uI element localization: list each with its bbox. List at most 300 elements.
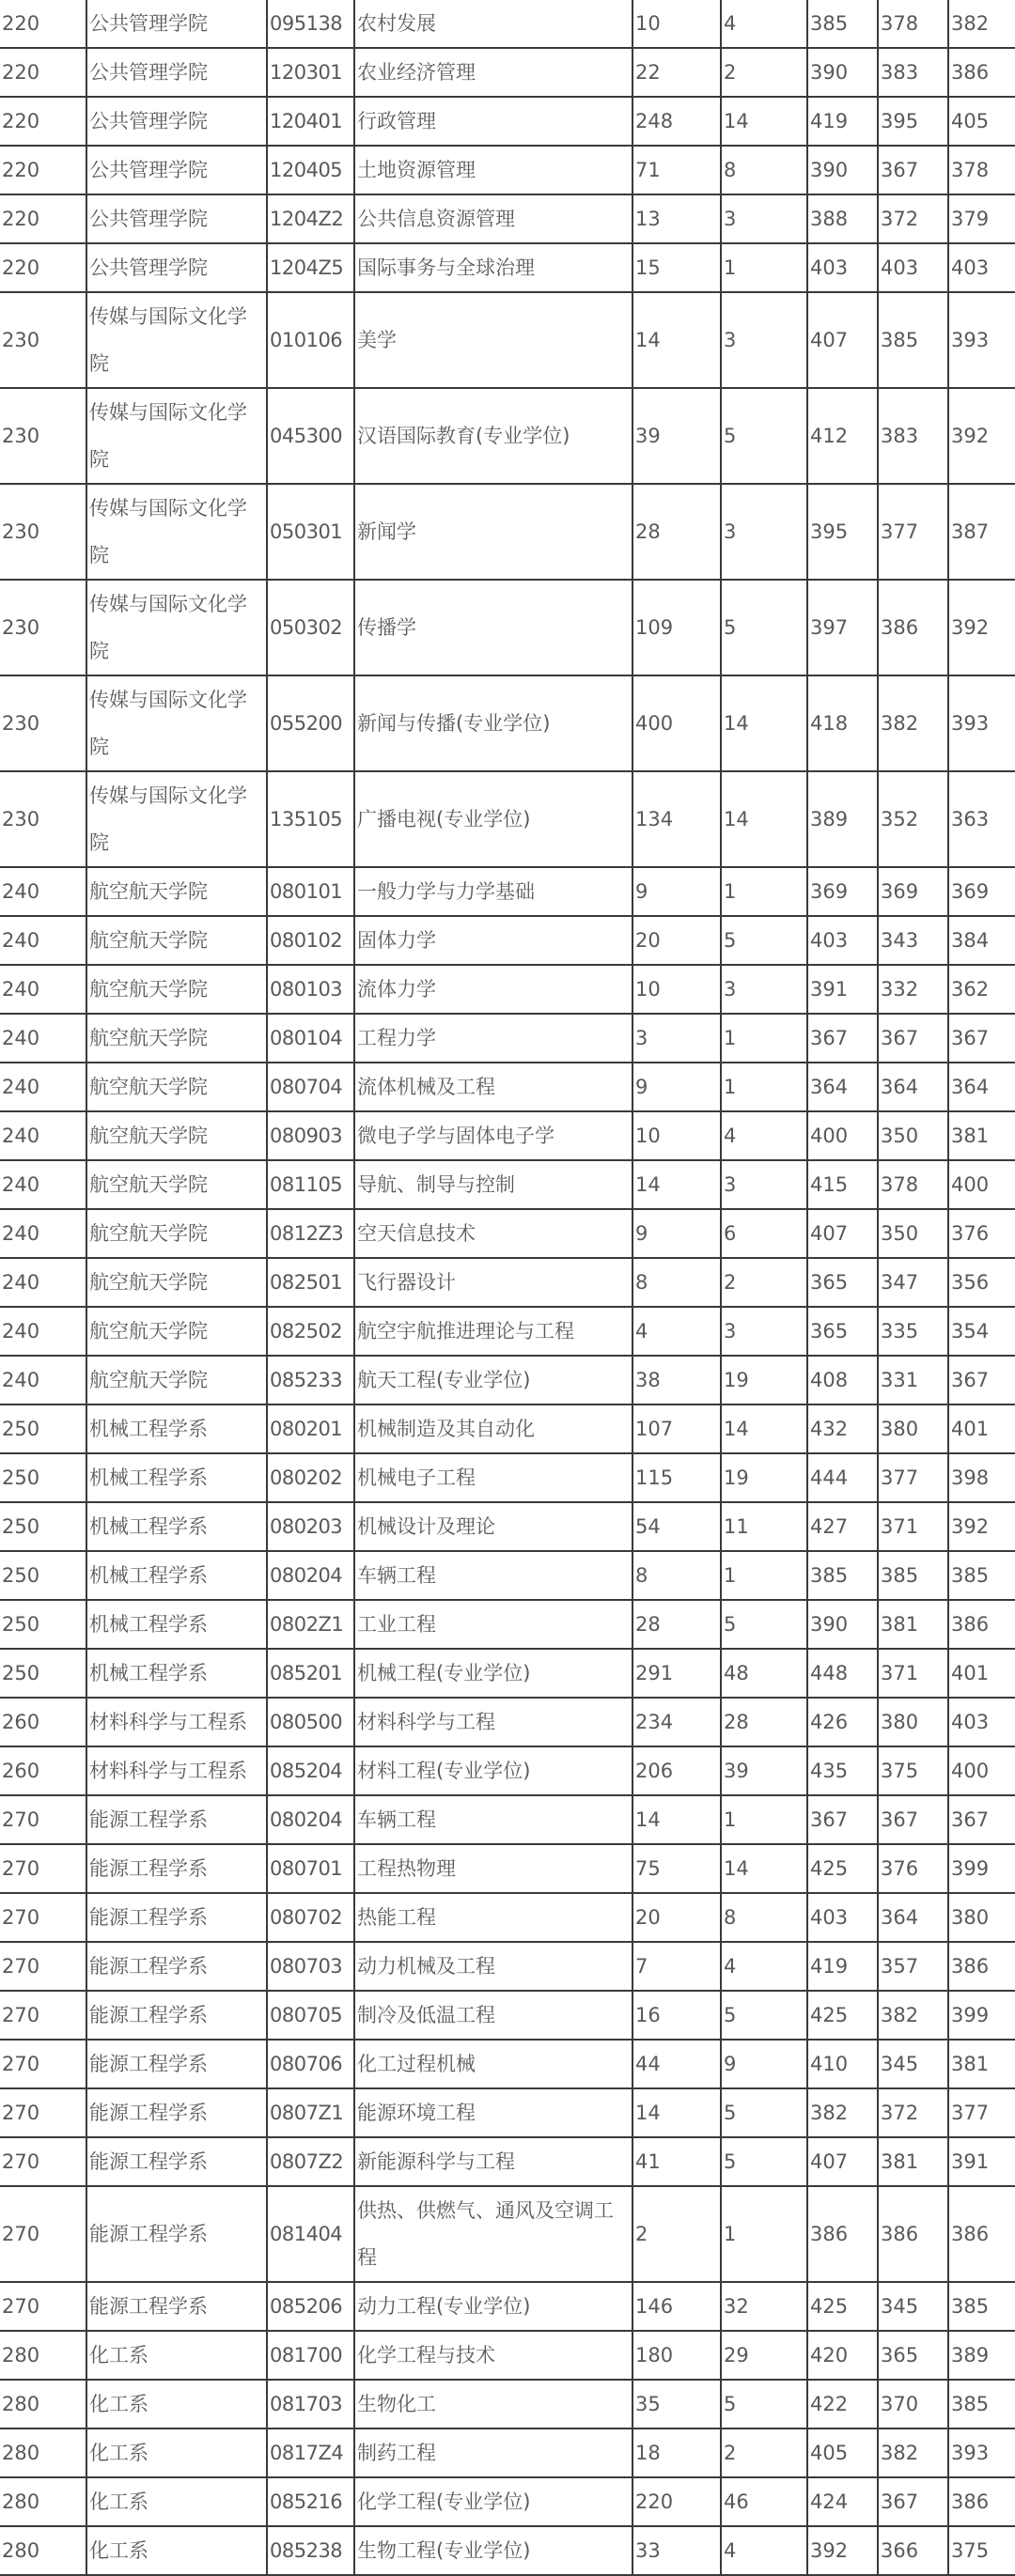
major-code-cell: 080703 [267,1942,354,1991]
table-row [0,2186,1015,2282]
avg-score-cell: 392 [948,1502,1015,1551]
min-score-cell: 377 [878,1453,948,1502]
table-row [0,1893,1015,1942]
min-score-cell: 347 [878,1258,948,1307]
min-score-cell: 383 [878,48,948,97]
max-score-cell: 419 [807,97,878,146]
applicants-cell: 14 [632,1160,721,1209]
major-name-cell: 机械工程(专业学位) [354,1649,632,1698]
dept-code-cell: 240 [0,1307,86,1356]
applicants-cell: 109 [632,580,721,675]
max-score-cell: 425 [807,1844,878,1893]
table-row [0,2331,1015,2380]
dept-code-cell: 270 [0,2186,86,2282]
table-row [0,1404,1015,1453]
major-name-cell: 公共信息资源管理 [354,194,632,243]
min-score-cell: 350 [878,1111,948,1160]
max-score-cell: 432 [807,1404,878,1453]
table-row [0,1942,1015,1991]
dept-name-cell: 公共管理学院 [86,194,267,243]
major-name-cell: 新闻与传播(专业学位) [354,675,632,771]
dept-name-cell: 公共管理学院 [86,97,267,146]
major-name-cell: 空天信息技术 [354,1209,632,1258]
max-score-cell: 395 [807,484,878,580]
applicants-cell: 75 [632,1844,721,1893]
major-code-cell: 120405 [267,146,354,194]
major-name-cell: 能源环境工程 [354,2088,632,2137]
max-score-cell: 367 [807,1795,878,1844]
table-row [0,2429,1015,2477]
major-name-cell: 供热、供燃气、通风及空调工程 [354,2186,632,2282]
major-name-cell: 国际事务与全球治理 [354,243,632,292]
applicants-cell: 8 [632,1258,721,1307]
major-code-cell: 0807Z1 [267,2088,354,2137]
dept-code-cell: 250 [0,1502,86,1551]
admitted-cell: 29 [721,2331,807,2380]
dept-code-cell: 260 [0,1698,86,1746]
max-score-cell: 415 [807,1160,878,1209]
dept-code-cell: 280 [0,2429,86,2477]
dept-code-cell: 250 [0,1600,86,1649]
min-score-cell: 380 [878,1698,948,1746]
applicants-cell: 14 [632,1795,721,1844]
dept-name-cell: 传媒与国际文化学院 [86,484,267,580]
applicants-cell: 10 [632,965,721,1014]
major-code-cell: 081404 [267,2186,354,2282]
major-name-cell: 行政管理 [354,97,632,146]
table-row [0,1063,1015,1111]
admitted-cell: 1 [721,243,807,292]
dept-name-cell: 传媒与国际文化学院 [86,292,267,388]
avg-score-cell: 382 [948,0,1015,48]
admitted-cell: 5 [721,2088,807,2137]
avg-score-cell: 386 [948,2186,1015,2282]
table-row [0,1698,1015,1746]
avg-score-cell: 362 [948,965,1015,1014]
max-score-cell: 424 [807,2477,878,2526]
table-row [0,1502,1015,1551]
avg-score-cell: 384 [948,916,1015,965]
applicants-cell: 10 [632,0,721,48]
major-code-cell: 080702 [267,1893,354,1942]
table-row [0,2137,1015,2186]
applicants-cell: 22 [632,48,721,97]
admitted-cell: 5 [721,1600,807,1649]
avg-score-cell: 401 [948,1404,1015,1453]
avg-score-cell: 385 [948,2282,1015,2331]
admitted-cell: 32 [721,2282,807,2331]
major-name-cell: 化学工程(专业学位) [354,2477,632,2526]
min-score-cell: 403 [878,243,948,292]
dept-code-cell: 280 [0,2477,86,2526]
table-row [0,2526,1015,2575]
min-score-cell: 367 [878,1795,948,1844]
max-score-cell: 407 [807,292,878,388]
major-code-cell: 1204Z2 [267,194,354,243]
min-score-cell: 365 [878,2331,948,2380]
dept-name-cell: 传媒与国际文化学院 [86,580,267,675]
max-score-cell: 382 [807,2088,878,2137]
major-name-cell: 飞行器设计 [354,1258,632,1307]
avg-score-cell: 386 [948,1600,1015,1649]
table-row [0,965,1015,1014]
major-name-cell: 工程热物理 [354,1844,632,1893]
min-score-cell: 332 [878,965,948,1014]
dept-code-cell: 240 [0,1160,86,1209]
applicants-cell: 44 [632,2040,721,2088]
major-code-cell: 081700 [267,2331,354,2380]
avg-score-cell: 386 [948,48,1015,97]
max-score-cell: 385 [807,1551,878,1600]
major-name-cell: 新闻学 [354,484,632,580]
major-name-cell: 汉语国际教育(专业学位) [354,388,632,484]
max-score-cell: 403 [807,243,878,292]
applicants-cell: 35 [632,2380,721,2429]
major-name-cell: 航空宇航推进理论与工程 [354,1307,632,1356]
max-score-cell: 425 [807,1991,878,2040]
major-name-cell: 一般力学与力学基础 [354,867,632,916]
table-row [0,1160,1015,1209]
applicants-cell: 38 [632,1356,721,1404]
major-code-cell: 080903 [267,1111,354,1160]
avg-score-cell: 377 [948,2088,1015,2137]
admitted-cell: 3 [721,965,807,1014]
admitted-cell: 1 [721,1014,807,1063]
table-row [0,194,1015,243]
major-code-cell: 120301 [267,48,354,97]
dept-name-cell: 航空航天学院 [86,1111,267,1160]
dept-name-cell: 传媒与国际文化学院 [86,388,267,484]
major-code-cell: 080102 [267,916,354,965]
avg-score-cell: 405 [948,97,1015,146]
min-score-cell: 371 [878,1649,948,1698]
dept-name-cell: 材料科学与工程系 [86,1746,267,1795]
applicants-cell: 146 [632,2282,721,2331]
major-code-cell: 080706 [267,2040,354,2088]
min-score-cell: 331 [878,1356,948,1404]
admitted-cell: 4 [721,0,807,48]
admitted-cell: 19 [721,1356,807,1404]
major-name-cell: 流体机械及工程 [354,1063,632,1111]
min-score-cell: 376 [878,1844,948,1893]
admitted-cell: 14 [721,771,807,867]
major-name-cell: 车辆工程 [354,1795,632,1844]
major-code-cell: 080204 [267,1795,354,1844]
dept-name-cell: 能源工程学系 [86,2137,267,2186]
table-row [0,1600,1015,1649]
avg-score-cell: 385 [948,2380,1015,2429]
major-code-cell: 080203 [267,1502,354,1551]
major-name-cell: 农村发展 [354,0,632,48]
admitted-cell: 2 [721,1258,807,1307]
dept-code-cell: 240 [0,1356,86,1404]
major-code-cell: 135105 [267,771,354,867]
major-name-cell: 动力工程(专业学位) [354,2282,632,2331]
dept-name-cell: 公共管理学院 [86,146,267,194]
max-score-cell: 407 [807,1209,878,1258]
min-score-cell: 367 [878,2477,948,2526]
min-score-cell: 364 [878,1893,948,1942]
dept-code-cell: 230 [0,292,86,388]
dept-name-cell: 机械工程学系 [86,1404,267,1453]
table-row [0,1209,1015,1258]
major-name-cell: 新能源科学与工程 [354,2137,632,2186]
major-name-cell: 传播学 [354,580,632,675]
max-score-cell: 427 [807,1502,878,1551]
table-row [0,1991,1015,2040]
major-name-cell: 工业工程 [354,1600,632,1649]
min-score-cell: 335 [878,1307,948,1356]
max-score-cell: 425 [807,2282,878,2331]
major-code-cell: 050302 [267,580,354,675]
admitted-cell: 28 [721,1698,807,1746]
admitted-cell: 14 [721,675,807,771]
applicants-cell: 220 [632,2477,721,2526]
dept-code-cell: 220 [0,146,86,194]
avg-score-cell: 367 [948,1014,1015,1063]
min-score-cell: 372 [878,2088,948,2137]
major-name-cell: 航天工程(专业学位) [354,1356,632,1404]
min-score-cell: 343 [878,916,948,965]
major-name-cell: 广播电视(专业学位) [354,771,632,867]
admitted-cell: 1 [721,1795,807,1844]
major-code-cell: 085233 [267,1356,354,1404]
admitted-cell: 8 [721,146,807,194]
max-score-cell: 367 [807,1014,878,1063]
dept-name-cell: 能源工程学系 [86,1893,267,1942]
avg-score-cell: 393 [948,292,1015,388]
major-code-cell: 010106 [267,292,354,388]
applicants-cell: 71 [632,146,721,194]
applicants-cell: 15 [632,243,721,292]
table-row [0,484,1015,580]
applicants-cell: 39 [632,388,721,484]
min-score-cell: 386 [878,2186,948,2282]
avg-score-cell: 369 [948,867,1015,916]
avg-score-cell: 375 [948,2526,1015,2575]
dept-code-cell: 230 [0,484,86,580]
major-name-cell: 土地资源管理 [354,146,632,194]
applicants-cell: 8 [632,1551,721,1600]
max-score-cell: 388 [807,194,878,243]
admitted-cell: 5 [721,580,807,675]
dept-code-cell: 240 [0,916,86,965]
applicants-cell: 28 [632,1600,721,1649]
dept-name-cell: 化工系 [86,2526,267,2575]
avg-score-cell: 387 [948,484,1015,580]
min-score-cell: 383 [878,388,948,484]
dept-name-cell: 公共管理学院 [86,48,267,97]
dept-code-cell: 220 [0,243,86,292]
dept-code-cell: 240 [0,1111,86,1160]
dept-name-cell: 传媒与国际文化学院 [86,675,267,771]
dept-name-cell: 能源工程学系 [86,2040,267,2088]
table-row [0,1014,1015,1063]
dept-code-cell: 240 [0,867,86,916]
max-score-cell: 392 [807,2526,878,2575]
dept-code-cell: 240 [0,1063,86,1111]
table-row [0,1258,1015,1307]
dept-name-cell: 能源工程学系 [86,2282,267,2331]
avg-score-cell: 367 [948,1795,1015,1844]
table-row [0,146,1015,194]
max-score-cell: 391 [807,965,878,1014]
applicants-cell: 107 [632,1404,721,1453]
dept-name-cell: 机械工程学系 [86,1453,267,1502]
min-score-cell: 372 [878,194,948,243]
max-score-cell: 390 [807,48,878,97]
table-row [0,2088,1015,2137]
major-code-cell: 085206 [267,2282,354,2331]
table-row [0,388,1015,484]
admitted-cell: 2 [721,2429,807,2477]
applicants-cell: 20 [632,1893,721,1942]
applicants-cell: 9 [632,1063,721,1111]
dept-name-cell: 航空航天学院 [86,867,267,916]
applicants-cell: 2 [632,2186,721,2282]
min-score-cell: 378 [878,1160,948,1209]
major-name-cell: 导航、制导与控制 [354,1160,632,1209]
major-code-cell: 055200 [267,675,354,771]
applicants-cell: 14 [632,2088,721,2137]
max-score-cell: 390 [807,1600,878,1649]
admitted-cell: 1 [721,1063,807,1111]
dept-name-cell: 化工系 [86,2380,267,2429]
applicants-cell: 20 [632,916,721,965]
min-score-cell: 375 [878,1746,948,1795]
min-score-cell: 367 [878,1014,948,1063]
dept-name-cell: 公共管理学院 [86,243,267,292]
min-score-cell: 382 [878,2429,948,2477]
dept-name-cell: 能源工程学系 [86,2186,267,2282]
max-score-cell: 419 [807,1942,878,1991]
dept-code-cell: 260 [0,1746,86,1795]
dept-name-cell: 传媒与国际文化学院 [86,771,267,867]
dept-name-cell: 航空航天学院 [86,1258,267,1307]
avg-score-cell: 381 [948,2040,1015,2088]
admitted-cell: 3 [721,484,807,580]
admitted-cell: 14 [721,1404,807,1453]
max-score-cell: 389 [807,771,878,867]
dept-name-cell: 机械工程学系 [86,1600,267,1649]
applicants-cell: 115 [632,1453,721,1502]
avg-score-cell: 391 [948,2137,1015,2186]
major-code-cell: 080104 [267,1014,354,1063]
major-code-cell: 080202 [267,1453,354,1502]
admitted-cell: 5 [721,388,807,484]
max-score-cell: 403 [807,1893,878,1942]
admitted-cell: 3 [721,1160,807,1209]
admitted-cell: 46 [721,2477,807,2526]
table-row [0,48,1015,97]
applicants-cell: 14 [632,292,721,388]
dept-name-cell: 机械工程学系 [86,1649,267,1698]
avg-score-cell: 401 [948,1649,1015,1698]
applicants-cell: 18 [632,2429,721,2477]
max-score-cell: 403 [807,916,878,965]
table-row [0,2380,1015,2429]
table-row [0,1746,1015,1795]
min-score-cell: 350 [878,1209,948,1258]
max-score-cell: 420 [807,2331,878,2380]
major-code-cell: 1204Z5 [267,243,354,292]
avg-score-cell: 376 [948,1209,1015,1258]
major-name-cell: 工程力学 [354,1014,632,1063]
table-row [0,0,1015,48]
major-code-cell: 080101 [267,867,354,916]
major-name-cell: 材料工程(专业学位) [354,1746,632,1795]
major-name-cell: 生物化工 [354,2380,632,2429]
avg-score-cell: 378 [948,146,1015,194]
dept-name-cell: 航空航天学院 [86,1063,267,1111]
max-score-cell: 418 [807,675,878,771]
admitted-cell: 5 [721,2380,807,2429]
table-row [0,916,1015,965]
applicants-cell: 3 [632,1014,721,1063]
min-score-cell: 371 [878,1502,948,1551]
dept-code-cell: 270 [0,1991,86,2040]
admitted-cell: 6 [721,1209,807,1258]
major-code-cell: 080500 [267,1698,354,1746]
dept-name-cell: 化工系 [86,2429,267,2477]
admitted-cell: 48 [721,1649,807,1698]
major-name-cell: 化学工程与技术 [354,2331,632,2380]
table-row [0,2282,1015,2331]
table-row [0,1453,1015,1502]
dept-code-cell: 270 [0,2137,86,2186]
major-code-cell: 085238 [267,2526,354,2575]
major-code-cell: 0817Z4 [267,2429,354,2477]
admitted-cell: 2 [721,48,807,97]
applicants-cell: 4 [632,1307,721,1356]
max-score-cell: 408 [807,1356,878,1404]
admitted-cell: 4 [721,1942,807,1991]
major-code-cell: 081105 [267,1160,354,1209]
applicants-cell: 16 [632,1991,721,2040]
major-code-cell: 080204 [267,1551,354,1600]
applicants-cell: 28 [632,484,721,580]
dept-code-cell: 280 [0,2331,86,2380]
min-score-cell: 366 [878,2526,948,2575]
max-score-cell: 410 [807,2040,878,2088]
applicants-cell: 400 [632,675,721,771]
admitted-cell: 39 [721,1746,807,1795]
applicants-cell: 234 [632,1698,721,1746]
applicants-cell: 33 [632,2526,721,2575]
avg-score-cell: 363 [948,771,1015,867]
major-code-cell: 045300 [267,388,354,484]
major-name-cell: 车辆工程 [354,1551,632,1600]
table-row [0,243,1015,292]
major-code-cell: 0812Z3 [267,1209,354,1258]
min-score-cell: 385 [878,1551,948,1600]
dept-code-cell: 240 [0,965,86,1014]
max-score-cell: 405 [807,2429,878,2477]
major-code-cell: 085204 [267,1746,354,1795]
major-name-cell: 制药工程 [354,2429,632,2477]
major-name-cell: 热能工程 [354,1893,632,1942]
major-name-cell: 固体力学 [354,916,632,965]
major-code-cell: 081703 [267,2380,354,2429]
max-score-cell: 364 [807,1063,878,1111]
table-row [0,675,1015,771]
major-code-cell: 080705 [267,1991,354,2040]
min-score-cell: 378 [878,0,948,48]
admitted-cell: 3 [721,292,807,388]
dept-code-cell: 250 [0,1551,86,1600]
avg-score-cell: 399 [948,1991,1015,2040]
major-name-cell: 农业经济管理 [354,48,632,97]
